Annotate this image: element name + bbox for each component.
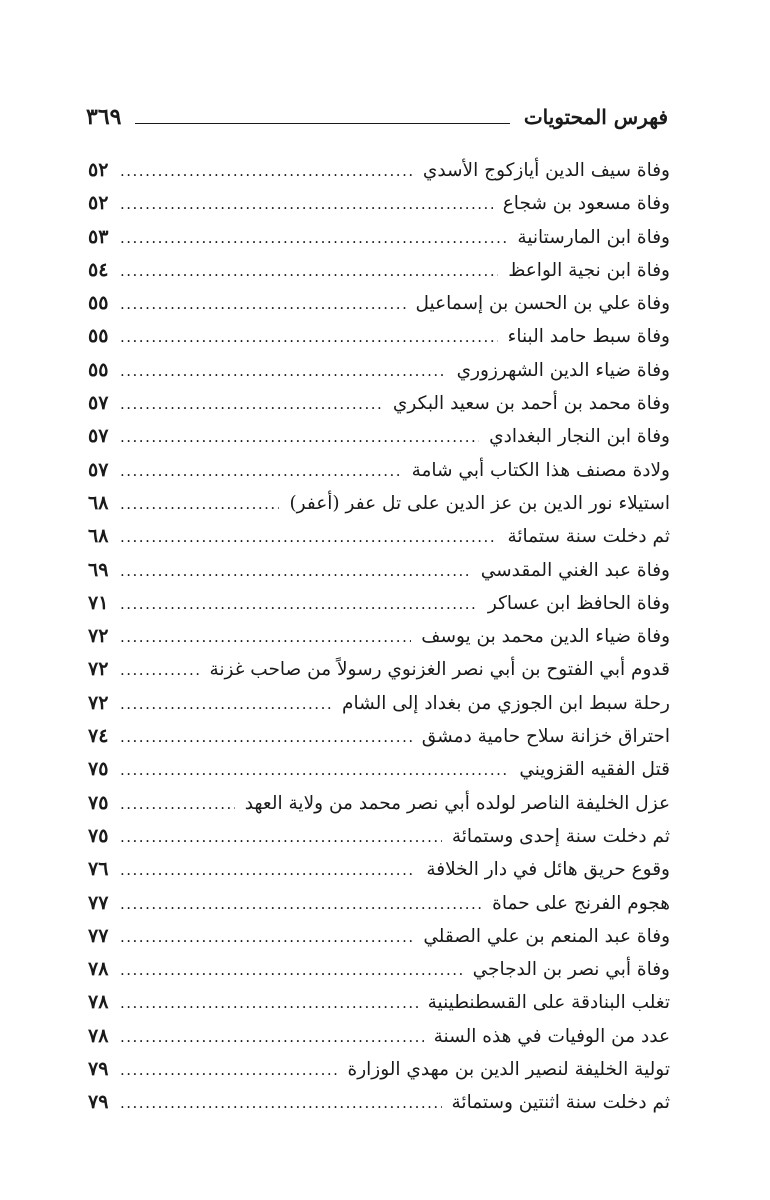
toc-entry-page: ٧٢: [88, 691, 109, 714]
toc-entry-title: ثم دخلت سنة ستمائة: [507, 526, 670, 548]
dot-leader: [120, 854, 416, 887]
toc-entry-title: وفاة سيف الدين أيازكوج الأسدي: [422, 160, 670, 181]
dot-leader: [120, 688, 332, 721]
toc-entry-page: ٥٥: [88, 358, 109, 381]
dot-leader: [120, 654, 199, 687]
toc-entry-page: ٧٨: [88, 958, 109, 981]
dot-leader: [120, 521, 497, 554]
dot-leader: [120, 1021, 424, 1054]
dot-leader: [120, 888, 482, 921]
dot-leader: [120, 488, 279, 521]
dot-leader: [120, 621, 411, 654]
toc-entry[interactable]: [88, 420, 670, 453]
toc-entry-page: ٥٧: [88, 425, 109, 448]
dot-leader: [120, 1087, 442, 1120]
toc-entry-title: وقوع حريق هائل في دار الخلافة: [426, 859, 670, 881]
dot-leader: [120, 555, 471, 588]
toc-entry-page: ٧٤: [88, 725, 109, 748]
toc-entry[interactable]: [88, 287, 670, 320]
running-header: [86, 96, 668, 132]
toc-entry-page: ٧١: [88, 591, 109, 614]
toc-entry-page: ٧٩: [88, 1091, 109, 1114]
toc-entry[interactable]: [88, 920, 670, 953]
toc-entry[interactable]: [88, 720, 670, 753]
toc-entry[interactable]: [88, 687, 670, 720]
dot-leader: [120, 321, 498, 354]
toc-entry[interactable]: [88, 753, 670, 786]
header-rule: [135, 123, 509, 124]
dot-leader: [120, 1054, 338, 1087]
toc-entry-title: وفاة أبي نصر بن الدجاجي: [472, 959, 670, 981]
toc-entry-page: ٥٢: [88, 159, 109, 181]
toc-entry-title: وفاة ضياء الدين محمد بن يوسف: [421, 626, 670, 648]
toc-entry-page: ٥٧: [88, 392, 109, 415]
dot-leader: [120, 421, 479, 454]
toc-entry[interactable]: [88, 554, 670, 587]
toc-entry-title: عدد من الوفيات في هذه السنة: [433, 1025, 670, 1047]
toc-entry[interactable]: [88, 1053, 670, 1086]
toc-entry-page: ٧٥: [88, 824, 109, 847]
toc-entry-page: ٧٧: [88, 924, 109, 947]
toc-entry-page: ٧٥: [88, 791, 109, 814]
toc-entry[interactable]: [88, 254, 670, 287]
toc-entry[interactable]: [88, 187, 670, 220]
toc-entry-title: وفاة محمد بن أحمد بن سعيد البكري: [392, 393, 670, 415]
dot-leader: [120, 188, 493, 221]
toc-entry-title: وفاة عبد الغني المقدسي: [480, 559, 670, 581]
toc-entry-page: ٧٧: [88, 891, 109, 914]
toc-entry[interactable]: [88, 820, 670, 853]
dot-leader: [120, 355, 447, 388]
toc-entry-title: استيلاء نور الدين بن عز الدين على تل عفر (أعفر): [289, 492, 670, 514]
toc-entry-page: ٧٢: [88, 658, 109, 681]
toc-entry[interactable]: [88, 887, 670, 920]
toc-entry-title: وفاة ابن النجار البغدادي: [489, 426, 670, 448]
toc-entry-title: ثم دخلت سنة إحدى وستمائة: [451, 825, 670, 847]
toc-entry[interactable]: [88, 953, 670, 986]
page-number: ٣٦٩: [86, 104, 122, 130]
toc-entry-page: ٥٥: [88, 325, 109, 348]
toc-entry-title: قدوم أبي الفتوح بن أبي نصر الغزنوي رسولاً من صاحب غزنة: [209, 659, 670, 681]
toc-entry-page: ٧٨: [88, 991, 109, 1014]
toc-entry[interactable]: [88, 387, 670, 420]
toc-entry-title: ثم دخلت سنة اثنتين وستمائة: [451, 1092, 670, 1114]
toc-entry-title: وفاة ضياء الدين الشهرزوري: [456, 359, 670, 381]
dot-leader: [120, 288, 406, 321]
toc-entry[interactable]: [88, 787, 670, 820]
toc-entry[interactable]: [88, 986, 670, 1019]
toc-entry[interactable]: [88, 454, 670, 487]
dot-leader: [120, 255, 498, 288]
toc-entry-title: ولادة مصنف هذا الكتاب أبي شامة: [411, 459, 670, 481]
dot-leader: [120, 721, 412, 754]
dot-leader: [120, 954, 463, 987]
toc-entry[interactable]: [88, 487, 670, 520]
toc-entry[interactable]: [88, 221, 670, 254]
toc-entry-title: وفاة عبد المنعم بن علي الصقلي: [423, 925, 670, 947]
toc-entry-page: ٥٢: [88, 192, 109, 215]
toc-entry-page: ٥٧: [88, 458, 109, 481]
toc-entry-title: وفاة علي بن الحسن بن إسماعيل: [415, 293, 670, 315]
dot-leader: [120, 788, 235, 821]
toc-entry-page: ٧٦: [88, 858, 109, 881]
toc-entry-page: ٧٩: [88, 1058, 109, 1081]
toc-entry-title: تولية الخليفة لنصير الدين بن مهدي الوزارة: [347, 1059, 670, 1081]
toc-entry-title: قتل الفقيه القزويني: [519, 759, 670, 781]
toc-entry-page: ٦٩: [88, 558, 109, 581]
dot-leader: [120, 987, 418, 1020]
toc-entry-page: ٥٤: [88, 258, 109, 281]
toc-entry-title: هجوم الفرنج على حماة: [492, 892, 670, 914]
dot-leader: [120, 588, 478, 621]
dot-leader: [120, 155, 413, 188]
toc-entry-page: ٦٨: [88, 525, 109, 548]
dot-leader: [120, 455, 402, 488]
toc-entry-title: عزل الخليفة الناصر لولده أبي نصر محمد من ولاية العهد: [244, 792, 670, 814]
toc-entry[interactable]: [88, 1020, 670, 1053]
toc-entry[interactable]: [88, 587, 670, 620]
toc-entry-page: ٧٨: [88, 1024, 109, 1047]
table-of-contents: [88, 154, 670, 1120]
toc-entry-page: ٥٥: [88, 292, 109, 315]
toc-entry-title: احتراق خزانة سلاح حامية دمشق: [421, 726, 670, 748]
toc-entry-title: وفاة ابن نجية الواعظ: [508, 259, 670, 281]
dot-leader: [120, 921, 413, 954]
toc-entry-page: ٥٣: [88, 225, 109, 248]
toc-entry-title: رحلة سبط ابن الجوزي من بغداد إلى الشام: [341, 692, 670, 714]
toc-entry[interactable]: [88, 354, 670, 387]
toc-entry-title: تغلب البنادقة على القسطنطينية: [427, 992, 670, 1014]
toc-entry-title: وفاة الحافظ ابن عساكر: [487, 592, 670, 614]
toc-entry[interactable]: [88, 154, 670, 187]
dot-leader: [120, 821, 442, 854]
toc-entry[interactable]: [88, 1086, 670, 1119]
dot-leader: [120, 222, 507, 255]
toc-entry-page: ٧٥: [88, 758, 109, 781]
toc-entry[interactable]: [88, 853, 670, 886]
toc-entry-title: وفاة مسعود بن شجاع: [502, 193, 670, 215]
toc-entry-page: ٧٢: [88, 625, 109, 648]
toc-entry-page: ٦٨: [88, 491, 109, 514]
dot-leader: [120, 754, 509, 787]
toc-entry-title: وفاة سبط حامد البناء: [507, 326, 670, 348]
toc-entry[interactable]: [88, 520, 670, 553]
toc-entry[interactable]: [88, 653, 670, 686]
section-title: فهرس المحتويات: [523, 105, 668, 129]
toc-entry-title: وفاة ابن المارستانية: [517, 226, 670, 248]
toc-entry[interactable]: [88, 320, 670, 353]
dot-leader: [120, 388, 383, 421]
toc-entry[interactable]: [88, 620, 670, 653]
